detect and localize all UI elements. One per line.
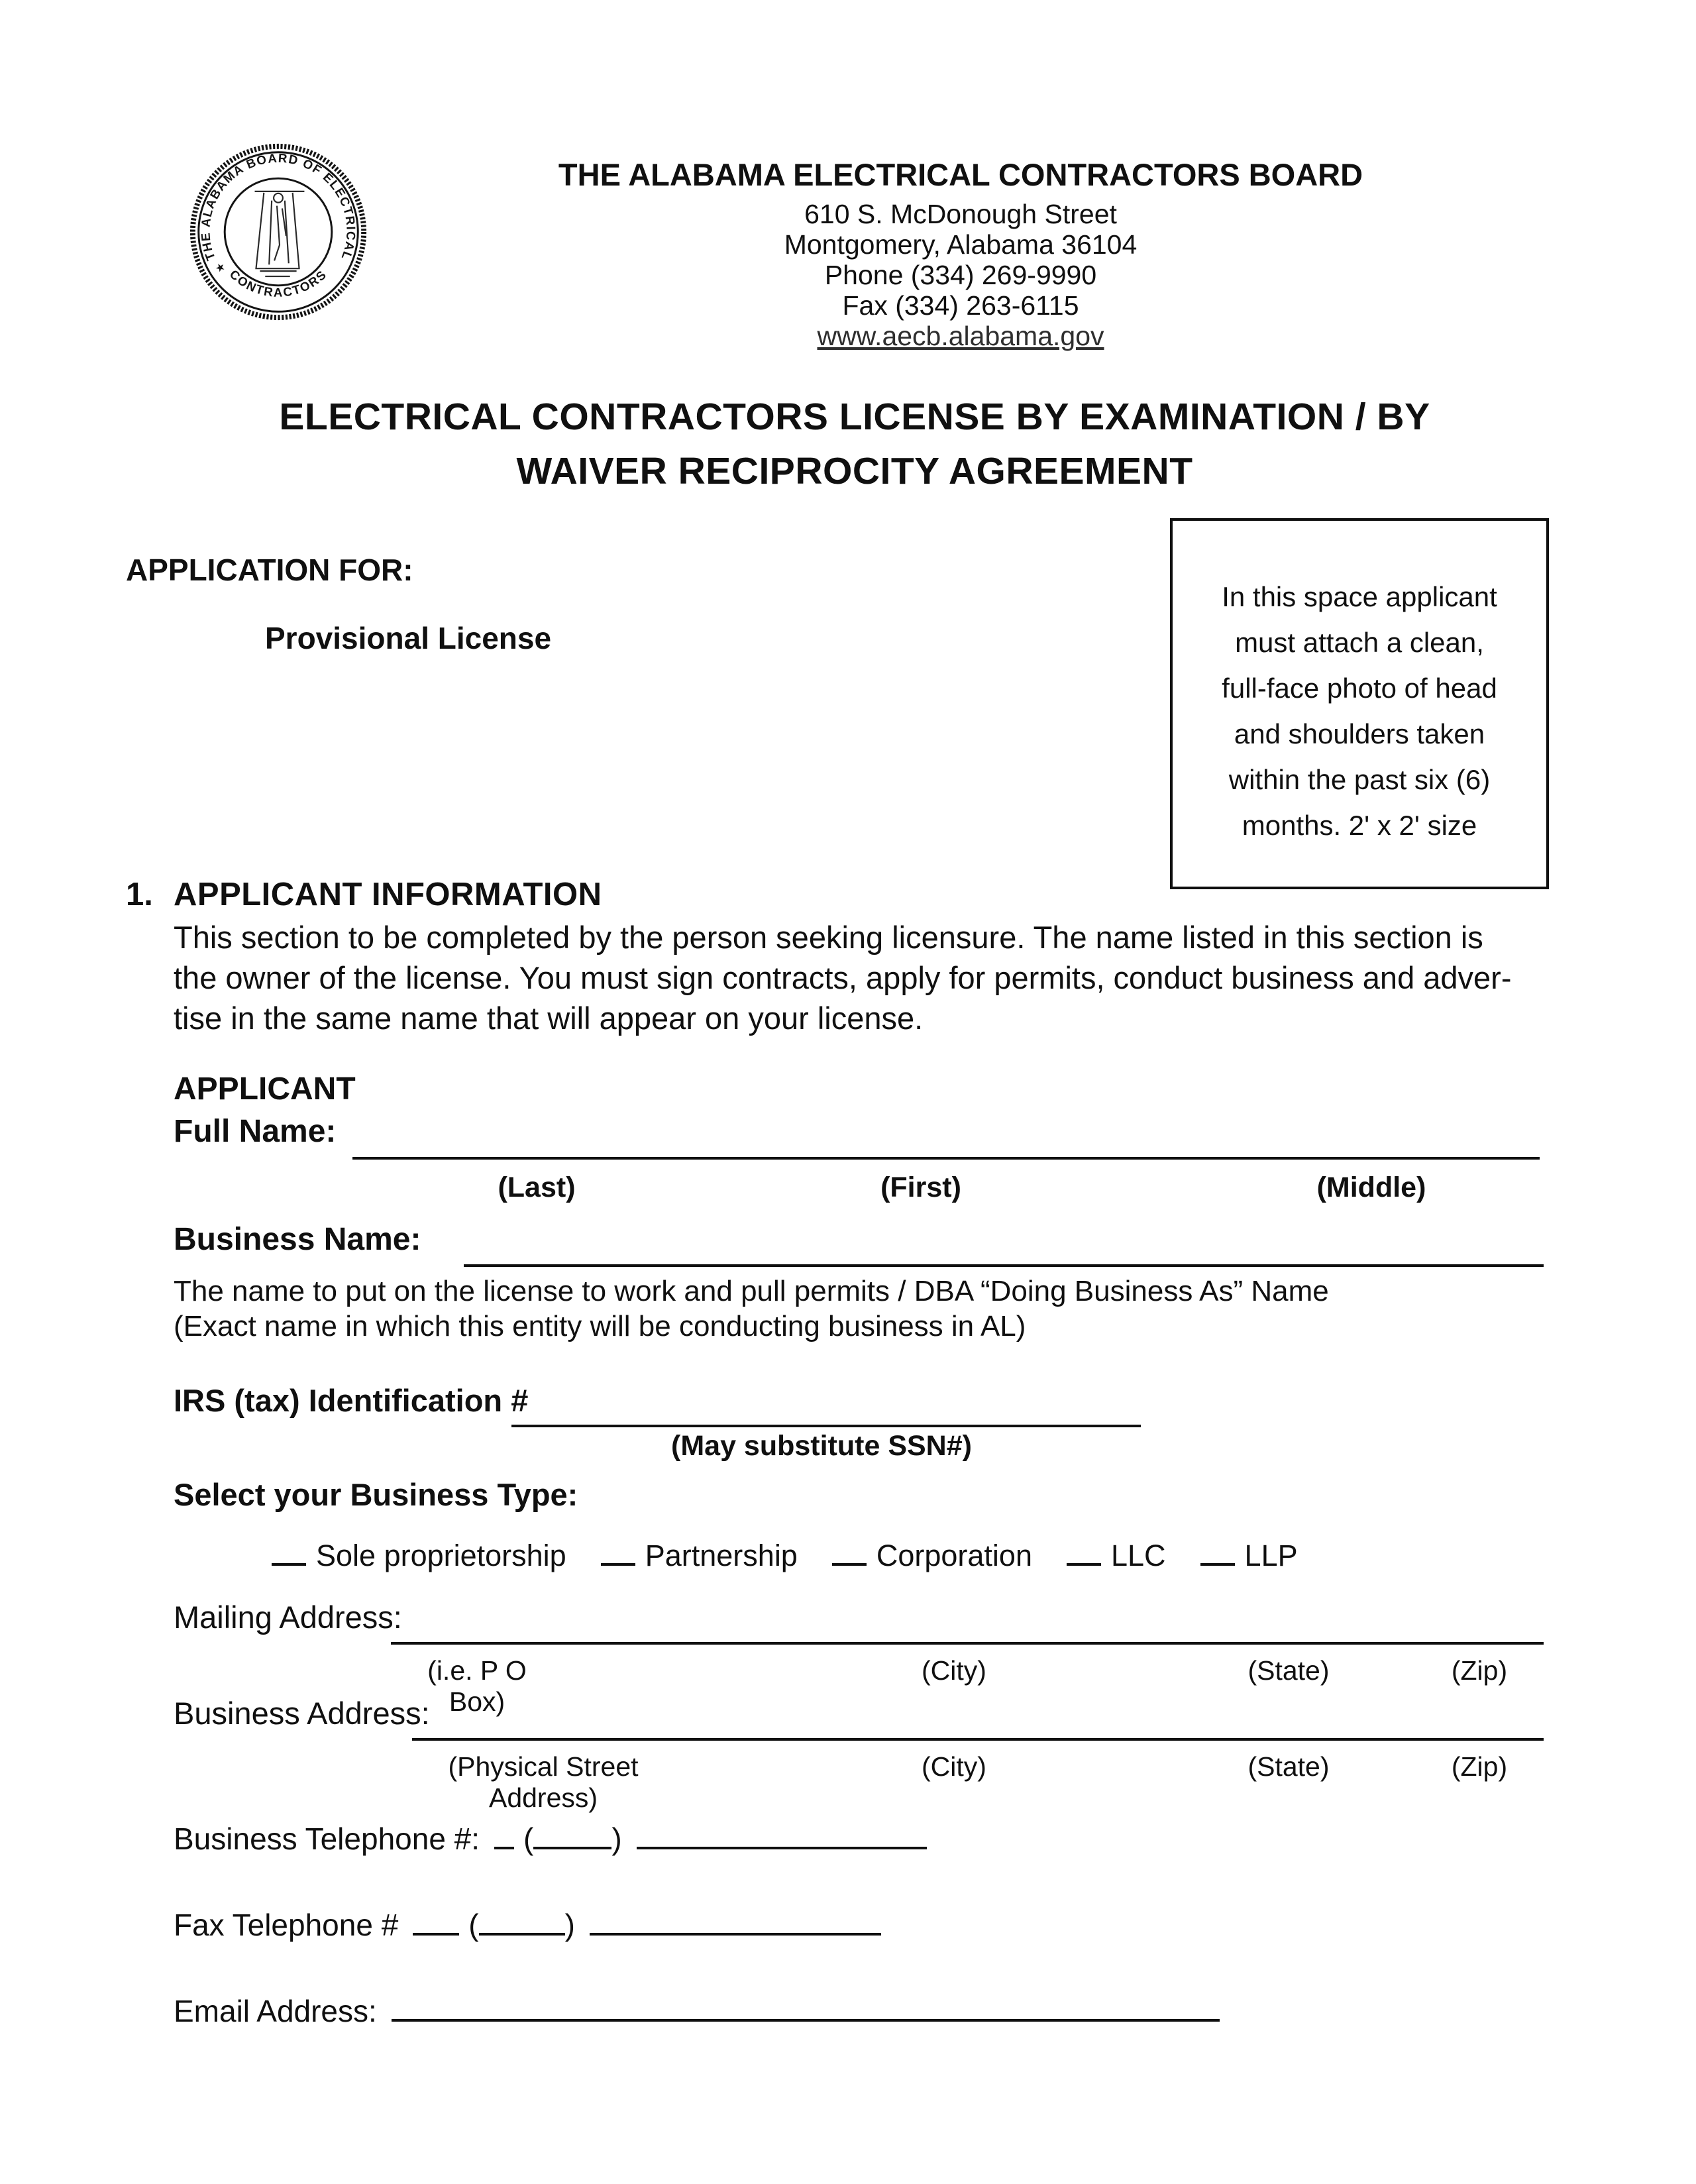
open-paren: (	[523, 1822, 534, 1856]
business-phone-area-code-field[interactable]	[533, 1847, 611, 1849]
section1-number: 1.	[126, 877, 153, 912]
photo-attachment-box	[1170, 518, 1549, 889]
section1-paragraph-line: the owner of the license. You must sign contracts, apply for permits, conduct business and adver-	[174, 960, 1512, 995]
email-field[interactable]	[392, 2019, 1220, 2022]
fax-number-field[interactable]	[590, 1933, 881, 1936]
photo-instruction-line: within the past six (6)	[1228, 764, 1491, 795]
fax-label: Fax Telephone #	[174, 1908, 399, 1942]
mailing-state-sublabel: (State)	[1247, 1655, 1330, 1686]
org-address-city: Montgomery, Alabama 36104	[784, 229, 1138, 260]
business-type-option-corporation: Corporation	[876, 1539, 1032, 1572]
business-address-sublabel: (Physical Street Address)	[448, 1751, 639, 1813]
full-name-field[interactable]	[352, 1130, 1540, 1160]
section1-paragraph	[174, 917, 1512, 1038]
org-website-row	[636, 321, 1285, 352]
org-seal	[187, 140, 370, 323]
business-type-option-partnership: Partnership	[645, 1539, 798, 1572]
business-type-checkline-corporation[interactable]	[832, 1563, 867, 1566]
business-type-option-llc: LLC	[1110, 1539, 1166, 1572]
form-title-line2: WAIVER RECIPROCITY AGREEMENT	[516, 450, 1193, 492]
full-name-label: Full Name:	[174, 1114, 337, 1149]
mailing-address-label: Mailing Address:	[174, 1600, 402, 1635]
business-type-label: Select your Business Type:	[174, 1477, 578, 1512]
business-type-checkline-partnership[interactable]	[601, 1563, 635, 1566]
business-phone-number-field[interactable]	[637, 1847, 927, 1849]
website-link[interactable]: www.aecb.alabama.gov	[817, 321, 1104, 351]
seal-arc-top-text: THE ALABAMA BOARD OF ELECTRICAL	[198, 150, 358, 263]
business-zip-sublabel: (Zip)	[1451, 1751, 1508, 1782]
irs-id-note: (May substitute SSN#)	[671, 1430, 972, 1462]
seal-emblem	[255, 191, 305, 276]
org-fax: Fax (334) 263-6115	[842, 290, 1079, 321]
photo-instruction-line: and shoulders taken	[1234, 718, 1485, 749]
open-paren: (	[468, 1908, 479, 1942]
business-type-checkline-llp[interactable]	[1200, 1563, 1235, 1566]
photo-instruction-line: months. 2' x 2' size	[1242, 810, 1477, 841]
fax-phone-row	[174, 1907, 881, 1943]
section1-heading: APPLICANT INFORMATION	[174, 877, 602, 912]
irs-id-label: IRS (tax) Identification #	[174, 1383, 529, 1418]
org-address-block	[636, 199, 1285, 321]
business-city-sublabel: (City)	[922, 1751, 986, 1782]
section1-paragraph-line: This section to be completed by the person seeking licensure. The name listed in this section is	[174, 920, 1483, 955]
mailing-address-field[interactable]	[391, 1615, 1544, 1645]
photo-instruction-line: full-face photo of head	[1222, 673, 1497, 704]
business-name-field[interactable]	[464, 1238, 1544, 1267]
seal-arc-bottom-text: CONTRACTORS	[227, 266, 330, 300]
business-name-label: Business Name:	[174, 1222, 421, 1257]
business-type-options	[272, 1539, 1332, 1573]
fax-prefix-field[interactable]	[413, 1933, 459, 1936]
org-phone: Phone (334) 269-9990	[824, 260, 1097, 290]
business-phone-row	[174, 1821, 927, 1857]
name-sublabel-first: (First)	[880, 1172, 961, 1203]
fax-area-code-field[interactable]	[479, 1933, 565, 1936]
email-label: Email Address:	[174, 1994, 377, 2028]
name-sublabel-middle: (Middle)	[1316, 1172, 1426, 1203]
mailing-address-sublabel: (i.e. P O Box)	[427, 1655, 527, 1717]
name-sublabel-last: (Last)	[498, 1172, 576, 1203]
business-type-option-sole-proprietorship: Sole proprietorship	[316, 1539, 566, 1572]
irs-id-field[interactable]	[511, 1398, 1141, 1427]
email-row	[174, 1993, 1220, 2029]
applicant-heading: APPLICANT	[174, 1071, 356, 1107]
application-for-label: APPLICATION FOR:	[126, 553, 413, 587]
close-paren: )	[611, 1822, 622, 1856]
photo-instruction-line: must attach a clean,	[1235, 627, 1484, 658]
business-address-label: Business Address:	[174, 1696, 430, 1731]
seal-star: ★	[213, 259, 228, 276]
mailing-zip-sublabel: (Zip)	[1451, 1655, 1508, 1686]
business-name-note2: (Exact name in which this entity will be conducting business in AL)	[174, 1310, 1026, 1342]
form-title-line1: ELECTRICAL CONTRACTORS LICENSE BY EXAMINATION / BY	[279, 396, 1430, 438]
photo-instructions	[1173, 574, 1546, 848]
business-phone-label: Business Telephone #:	[174, 1822, 480, 1856]
business-state-sublabel: (State)	[1247, 1751, 1330, 1782]
business-type-checkline-llc[interactable]	[1067, 1563, 1101, 1566]
close-paren: )	[564, 1908, 575, 1942]
application-for-value: Provisional License	[265, 621, 552, 655]
business-name-note1: The name to put on the license to work and pull permits / DBA “Doing Business As” Name	[174, 1275, 1329, 1307]
mailing-city-sublabel: (City)	[922, 1655, 986, 1686]
photo-instruction-line: In this space applicant	[1222, 581, 1497, 612]
org-name: THE ALABAMA ELECTRICAL CONTRACTORS BOARD	[558, 157, 1363, 192]
section1-paragraph-line: tise in the same name that will appear on your license.	[174, 1001, 924, 1036]
business-type-checkline-sole-proprietorship[interactable]	[272, 1563, 306, 1566]
business-address-field[interactable]	[412, 1712, 1544, 1741]
business-type-option-llp: LLP	[1244, 1539, 1298, 1572]
business-phone-prefix-field[interactable]	[494, 1847, 514, 1849]
org-address-street: 610 S. McDonough Street	[804, 199, 1117, 229]
form-title	[192, 390, 1517, 498]
